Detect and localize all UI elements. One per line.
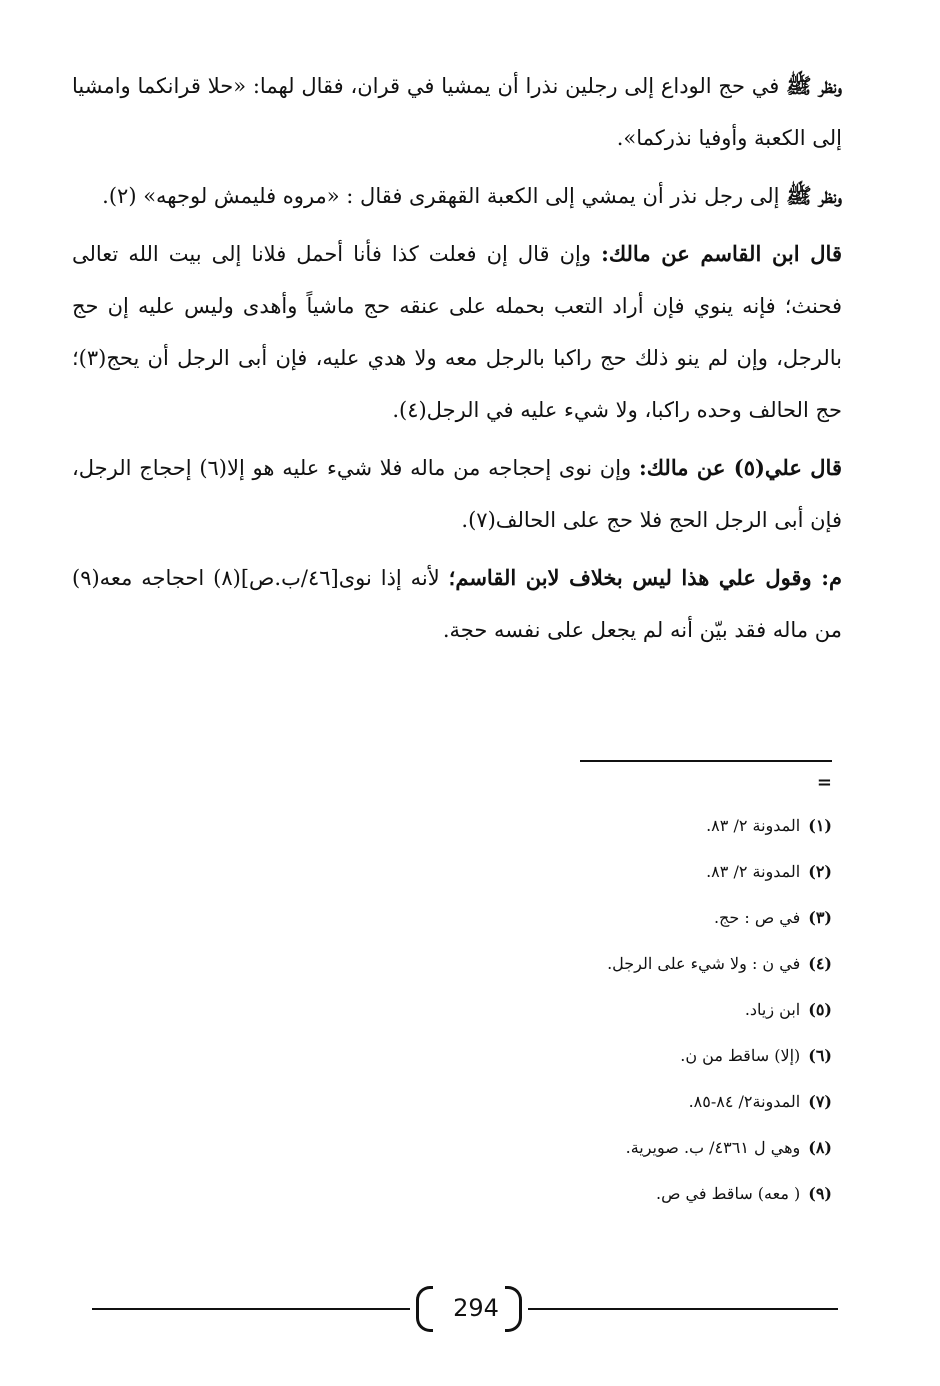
footnote-text: المدونة ٢/ ٨٣. [706, 862, 801, 881]
footnote-number: (٧) [808, 1092, 832, 1111]
paragraph-4 [72, 442, 842, 546]
footnote-item [332, 852, 832, 898]
footnote-text: (إلا) ساقط من ن. [680, 1046, 801, 1065]
paragraph-body: لأنه إذا نوى[٤٦/ب.ص](٨) احجاجه معه(٩) من ماله فقد بيّن أنه لم يجعل على نفسه حجة. [72, 566, 842, 642]
footnote-text: المدونة ٢/ ٨٣. [706, 816, 801, 835]
footnote-item [332, 990, 832, 1036]
footnote-text: وهي ل ٤٣٦١/ ب. صويرية. [625, 1138, 801, 1157]
page-number: 294 [453, 1294, 499, 1322]
paragraph-lead: ونظر ﷺ [786, 73, 843, 98]
footnote-item [332, 944, 832, 990]
footnote-text: ابن زياد. [744, 1000, 801, 1019]
footnote-item [332, 898, 832, 944]
footnote-text: في ص : حج. [713, 908, 801, 927]
footnote-item [332, 806, 832, 852]
footer-rule-left [92, 1308, 410, 1310]
right-bracket-ornament [505, 1286, 522, 1332]
paragraph-3 [72, 228, 842, 436]
footnote-text: ( معه) ساقط في ص. [656, 1184, 801, 1203]
footnote-number: (٤) [808, 954, 832, 973]
paragraph-body: وإن قال إن فعلت كذا فأنا أحمل فلانا إلى بيت الله تعالى فحنث؛ فإنه ينوي فإن أراد التعب بحمله على عنقه حج ماشياً وأهدى وليس عليه إن حج بالرجل، وإن لم ينو ذلك حج راكبا بالرجل معه ولا هدي عليه، فإن أبى الرجل أن يحج(٣)؛ حج الحالف وحده راكبا، ولا شيء عليه في الرجل(٤). [72, 242, 842, 422]
footnote-number: (٣) [808, 908, 832, 927]
paragraph-lead: قال ابن القاسم عن مالك: [601, 241, 842, 266]
footnote-number: (٩) [808, 1184, 832, 1203]
paragraph-lead: قال علي(٥) عن مالك: [638, 455, 842, 480]
footnote-text: في ن : ولا شيء على الرجل. [607, 954, 801, 973]
paragraph-lead: م: وقول علي هذا ليس بخلاف لابن القاسم؛ [448, 565, 843, 590]
paragraph-body: في حج الوداع إلى رجلين نذرا أن يمشيا في قران، فقال لهما: «حلا قرانكما وامشيا إلى الكعبة وأوفيا نذركما». [72, 74, 842, 150]
footnote-item [332, 1036, 832, 1082]
footnote-number: (٢) [808, 862, 832, 881]
footnote-text: المدونة٢/ ٨٤-٨٥. [688, 1092, 801, 1111]
paragraph-2 [72, 170, 842, 222]
paragraph-5 [72, 552, 842, 656]
footnote-number: (٦) [808, 1046, 832, 1065]
footer-rule-right [528, 1308, 838, 1310]
footnote-separator [580, 760, 832, 762]
left-bracket-ornament [416, 1286, 433, 1332]
footnote-item [332, 1082, 832, 1128]
footnotes [332, 806, 832, 1220]
paragraph-lead: ونظر ﷺ [786, 183, 842, 208]
paragraph-body: وإن نوى إحجاجه من ماله فلا شيء عليه هو إلا(٦) إحجاج الرجل، فإن أبى الرجل الحج فلا حج على الحالف(٧). [72, 456, 842, 532]
footnote-continuation-mark: = [816, 772, 832, 793]
main-text [72, 60, 842, 662]
paragraph-body: إلى رجل نذر أن يمشي إلى الكعبة القهقرى فقال : «مروه فليمش لوجهه» (٢). [102, 184, 787, 208]
footnote-number: (٨) [808, 1138, 832, 1157]
footnote-number: (٥) [808, 1000, 832, 1019]
footnote-item [332, 1174, 832, 1220]
paragraph-1 [72, 60, 842, 164]
footnote-item [332, 1128, 832, 1174]
page-footer [92, 1284, 838, 1334]
footnote-number: (١) [808, 816, 832, 835]
